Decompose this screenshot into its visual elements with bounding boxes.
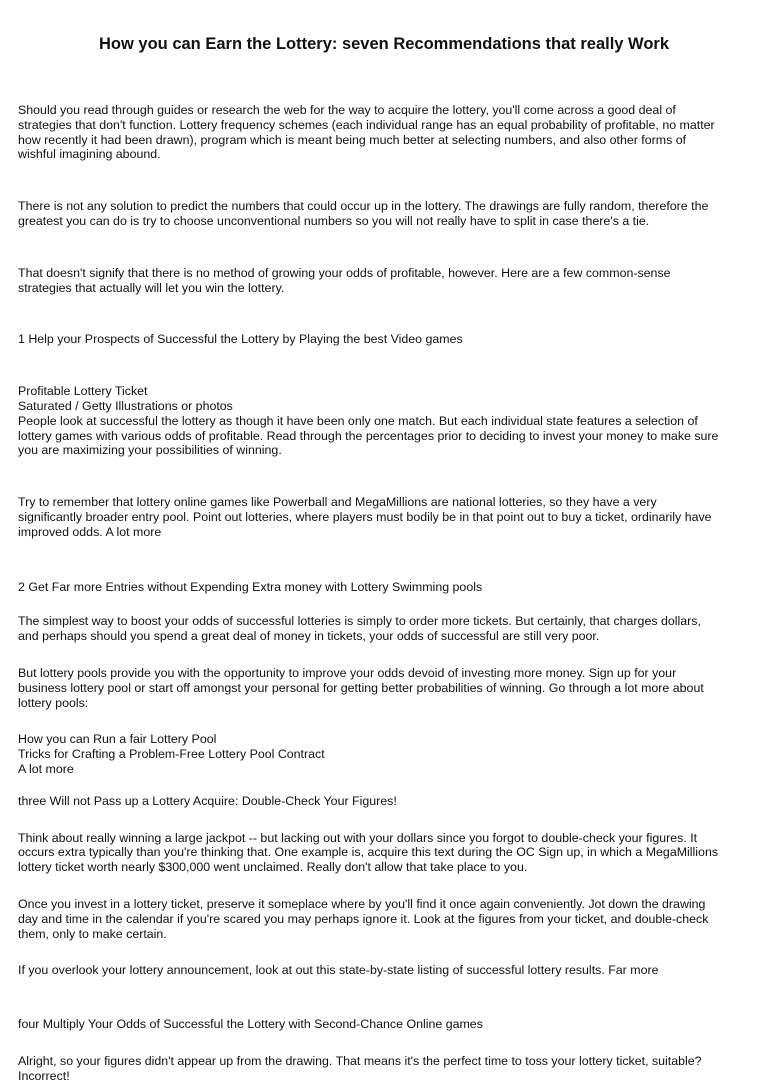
paragraph-national-lotteries: Try to remember that lottery online games like Powerball and MegaMillions are national lotteries, so they have a very significantly broader entry pool. Point out lotteries, where players must bodily be in that point out to buy a ticket, ordinarily have improved odds. A lot more <box>18 495 712 539</box>
section-heading-3: three Will not Pass up a Lottery Acquire: Double-Check Your Figures! <box>18 793 397 808</box>
paragraph-results-listing: If you overlook your lottery announcement, look at out this state-by-state listing of successful lottery results. Far more <box>18 963 659 978</box>
section-heading-1: 1 Help your Prospects of Successful the Lottery by Playing the best Video games <box>18 332 463 347</box>
paragraph-pool-links: How you can Run a fair Lottery Pool Tricks for Crafting a Problem-Free Lottery Pool Contract A lot more <box>18 732 325 776</box>
paragraph-intro: Should you read through guides or research the web for the way to acquire the lottery, you'll come across a good deal of strategies that don't function. Lottery frequency schemes (each individual range has an equal probability of profitable, no matter how recently it had been drawn), program which is meant being much better at selecting numbers, and also other forms of wishful imagining abound. <box>18 103 715 162</box>
paragraph-strategies: That doesn't signify that there is no method of growing your odds of profitable, however. Here are a few common-sense strategies that actually will let you win the lottery. <box>18 265 671 295</box>
paragraph-more-tickets: The simplest way to boost your odds of successful lotteries is simply to order more tickets. But certainly, that charges dollars, and perhaps should you spend a great deal of money in tickets, your odds of successful are still very poor. <box>18 614 701 644</box>
paragraph-second-chance: Alright, so your figures didn't appear up from the drawing. That means it's the perfect time to toss your lottery ticket, suitable? Incorrect! <box>18 1053 702 1083</box>
section-heading-4: four Multiply Your Odds of Successful the Lottery with Second-Chance Online games <box>18 1017 483 1032</box>
paragraph-lottery-pools: But lottery pools provide you with the opportunity to improve your odds devoid of investing more money. Sign up for your business lottery pool or start off amongst your personal for getting better probabilities of winning. Go through a lot more about lottery pools: <box>18 665 704 710</box>
paragraph-preserve-ticket: Once you invest in a lottery ticket, preserve it someplace where by you'll find it once again conveniently. Jot down the drawing day and time in the calendar if you're scared you may perhaps ignore it. Look at the figures from your ticket, and double-check them, only to make certain. <box>18 896 709 941</box>
paragraph-no-prediction: There is not any solution to predict the numbers that could occur up in the lottery. The drawings are fully random, therefore the greatest you can do is try to choose unconventional numbers so you will not really have to split in case there's a tie. <box>18 199 709 228</box>
paragraph-right-games: Profitable Lottery Ticket Saturated / Getty Illustrations or photos People look at successful the lottery as though it have been only one match. But each individual state features a selection of lottery games with various odds of profitable. Read through the percentages prior to deciding to invest your money to make sure you are maximizing your possibilities of winning. <box>18 384 719 458</box>
page-title: How you can Earn the Lottery: seven Recommendations that really Work <box>99 35 669 53</box>
paragraph-double-check: Think about really winning a large jackpot -- but lacking out with your dollars since you forgot to double-check your figures. It occurs extra typically than you're thinking that. One example is, acquire this text during the OC Sign up, in which a MegaMillions lottery ticket worth nearly $300,000 went unclaimed. Really don't allow that take place to you. <box>18 830 719 875</box>
section-heading-2: 2 Get Far more Entries without Expending Extra money with Lottery Swimming pools <box>18 579 483 594</box>
